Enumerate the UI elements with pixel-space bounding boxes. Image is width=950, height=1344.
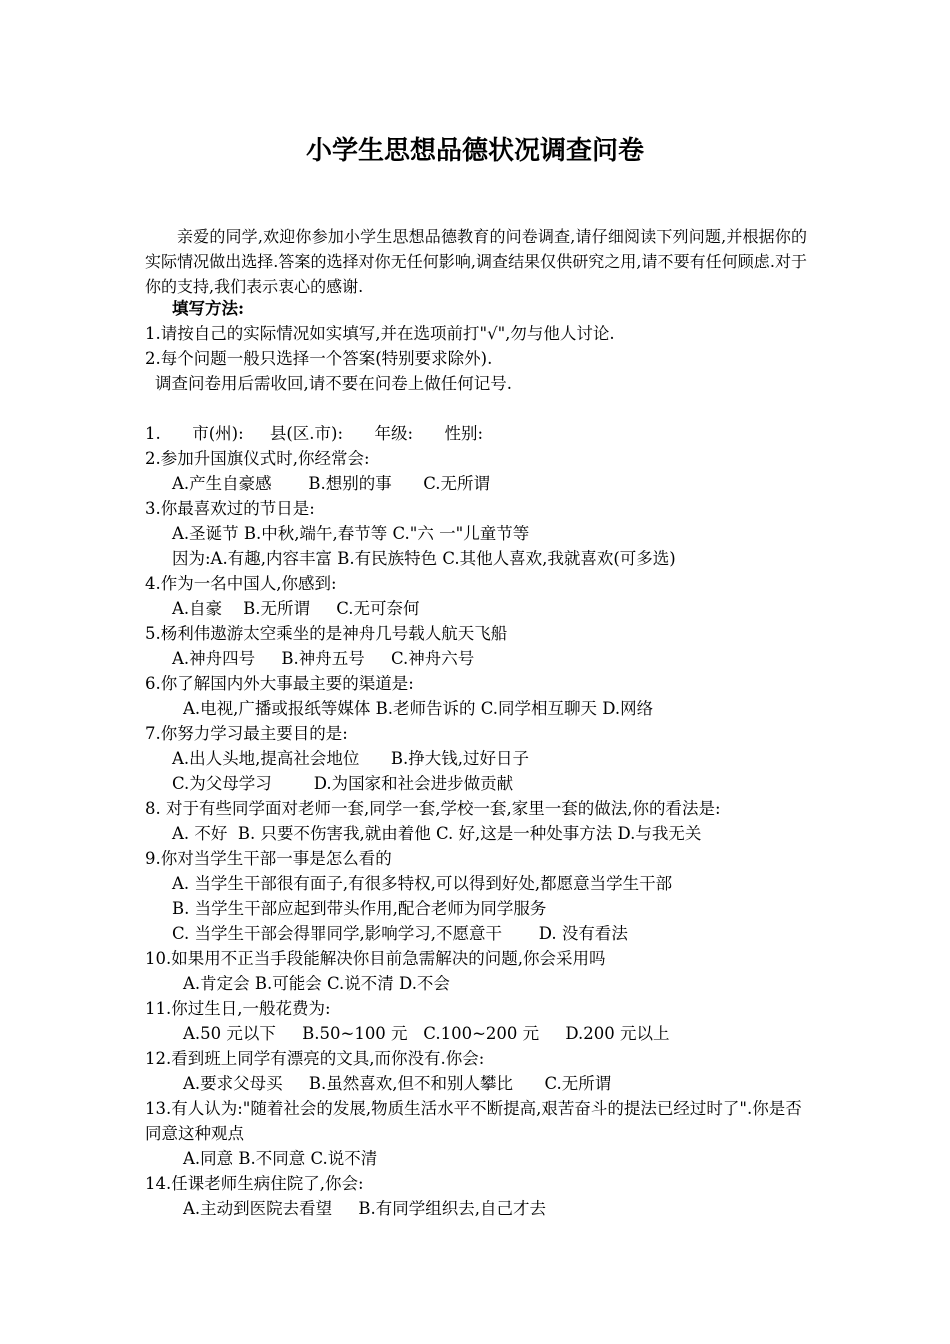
question-2-options: A.产生自豪感 B.想别的事 C.无所谓 [172, 474, 490, 493]
question-11-options: A.50 元以下 B.50~100 元 C.100~200 元 D.200 元以上 [183, 1024, 670, 1043]
question-14-options: A.主动到医院去看望 B.有同学组织去,自己才去 [183, 1199, 546, 1218]
question-9-option-c: C. 当学生干部会得罪同学,影响学习,不愿意干 D. 没有看法 [172, 924, 628, 943]
question-9-option-b: B. 当学生干部应起到带头作用,配合老师为同学服务 [172, 899, 547, 918]
question-13: 13.有人认为:"随着社会的发展,物质生活水平不断提高,艰苦奋斗的提法已经过时了".你是否同意这种观点 [145, 1099, 802, 1143]
question-7-options-1: A.出人头地,提高社会地位 B.挣大钱,过好日子 [172, 749, 529, 768]
question-6-options: A.电视,广播或报纸等媒体 B.老师告诉的 C.同学相互聊天 D.网络 [183, 699, 654, 718]
question-1-info: 1. 市(州): 县(区.市): 年级: 性别: [145, 424, 484, 443]
instructions-heading: 填写方法: [172, 299, 245, 318]
question-3-options: A.圣诞节 B.中秋,端午,春节等 C."六 一"儿童节等 [172, 524, 530, 543]
question-12: 12.看到班上同学有漂亮的文具,而你没有.你会: [145, 1049, 485, 1068]
page-title: 小学生思想品德状况调查问卷 [305, 136, 644, 166]
intro-paragraph: 亲爱的同学,欢迎你参加小学生思想品德教育的问卷调查,请仔细阅读下列问题,并根据你的实际情况做出选择.答案的选择对你无任何影响,调查结果仅供研究之用,请不要有任何顾虑.对于你的支持,我们表示衷心的感谢. [145, 227, 807, 296]
question-2: 2.参加升国旗仪式时,你经常会: [145, 449, 370, 468]
question-10: 10.如果用不正当手段能解决你目前急需解决的问题,你会采用吗 [145, 949, 606, 968]
question-4-options: A.自豪 B.无所谓 C.无可奈何 [172, 599, 420, 618]
question-3-reason: 因为:A.有趣,内容丰富 B.有民族特色 C.其他人喜欢,我就喜欢(可多选) [172, 549, 676, 568]
instruction-item-3: 调查问卷用后需收回,请不要在问卷上做任何记号. [155, 374, 512, 393]
question-9-option-a: A. 当学生干部很有面子,有很多特权,可以得到好处,都愿意当学生干部 [172, 874, 673, 893]
question-5-options: A.神舟四号 B.神舟五号 C.神舟六号 [172, 649, 475, 668]
question-4: 4.作为一名中国人,你感到: [145, 574, 337, 593]
question-10-options: A.肯定会 B.可能会 C.说不清 D.不会 [183, 974, 450, 993]
question-14: 14.任课老师生病住院了,你会: [145, 1174, 364, 1193]
question-7: 7.你努力学习最主要目的是: [145, 724, 348, 743]
question-6: 6.你了解国内外大事最主要的渠道是: [145, 674, 414, 693]
question-7-options-2: C.为父母学习 D.为国家和社会进步做贡献 [172, 774, 514, 793]
question-13-options: A.同意 B.不同意 C.说不清 [183, 1149, 378, 1168]
question-5: 5.杨利伟遨游太空乘坐的是神舟几号载人航天飞船 [145, 624, 508, 643]
question-3: 3.你最喜欢过的节日是: [145, 499, 315, 518]
question-11: 11.你过生日,一般花费为: [145, 999, 331, 1018]
instruction-item-2: 2.每个问题一般只选择一个答案(特别要求除外). [145, 349, 493, 368]
question-8: 8. 对于有些同学面对老师一套,同学一套,学校一套,家里一套的做法,你的看法是: [145, 799, 721, 818]
question-8-options: A. 不好 B. 只要不伤害我,就由着他 C. 好,这是一种处事方法 D.与我无关 [172, 824, 702, 843]
question-9: 9.你对当学生干部一事是怎么看的 [145, 849, 392, 868]
question-12-options: A.要求父母买 B.虽然喜欢,但不和别人攀比 C.无所谓 [183, 1074, 612, 1093]
instruction-item-1: 1.请按自己的实际情况如实填写,并在选项前打"√",勿与他人讨论. [145, 324, 615, 343]
